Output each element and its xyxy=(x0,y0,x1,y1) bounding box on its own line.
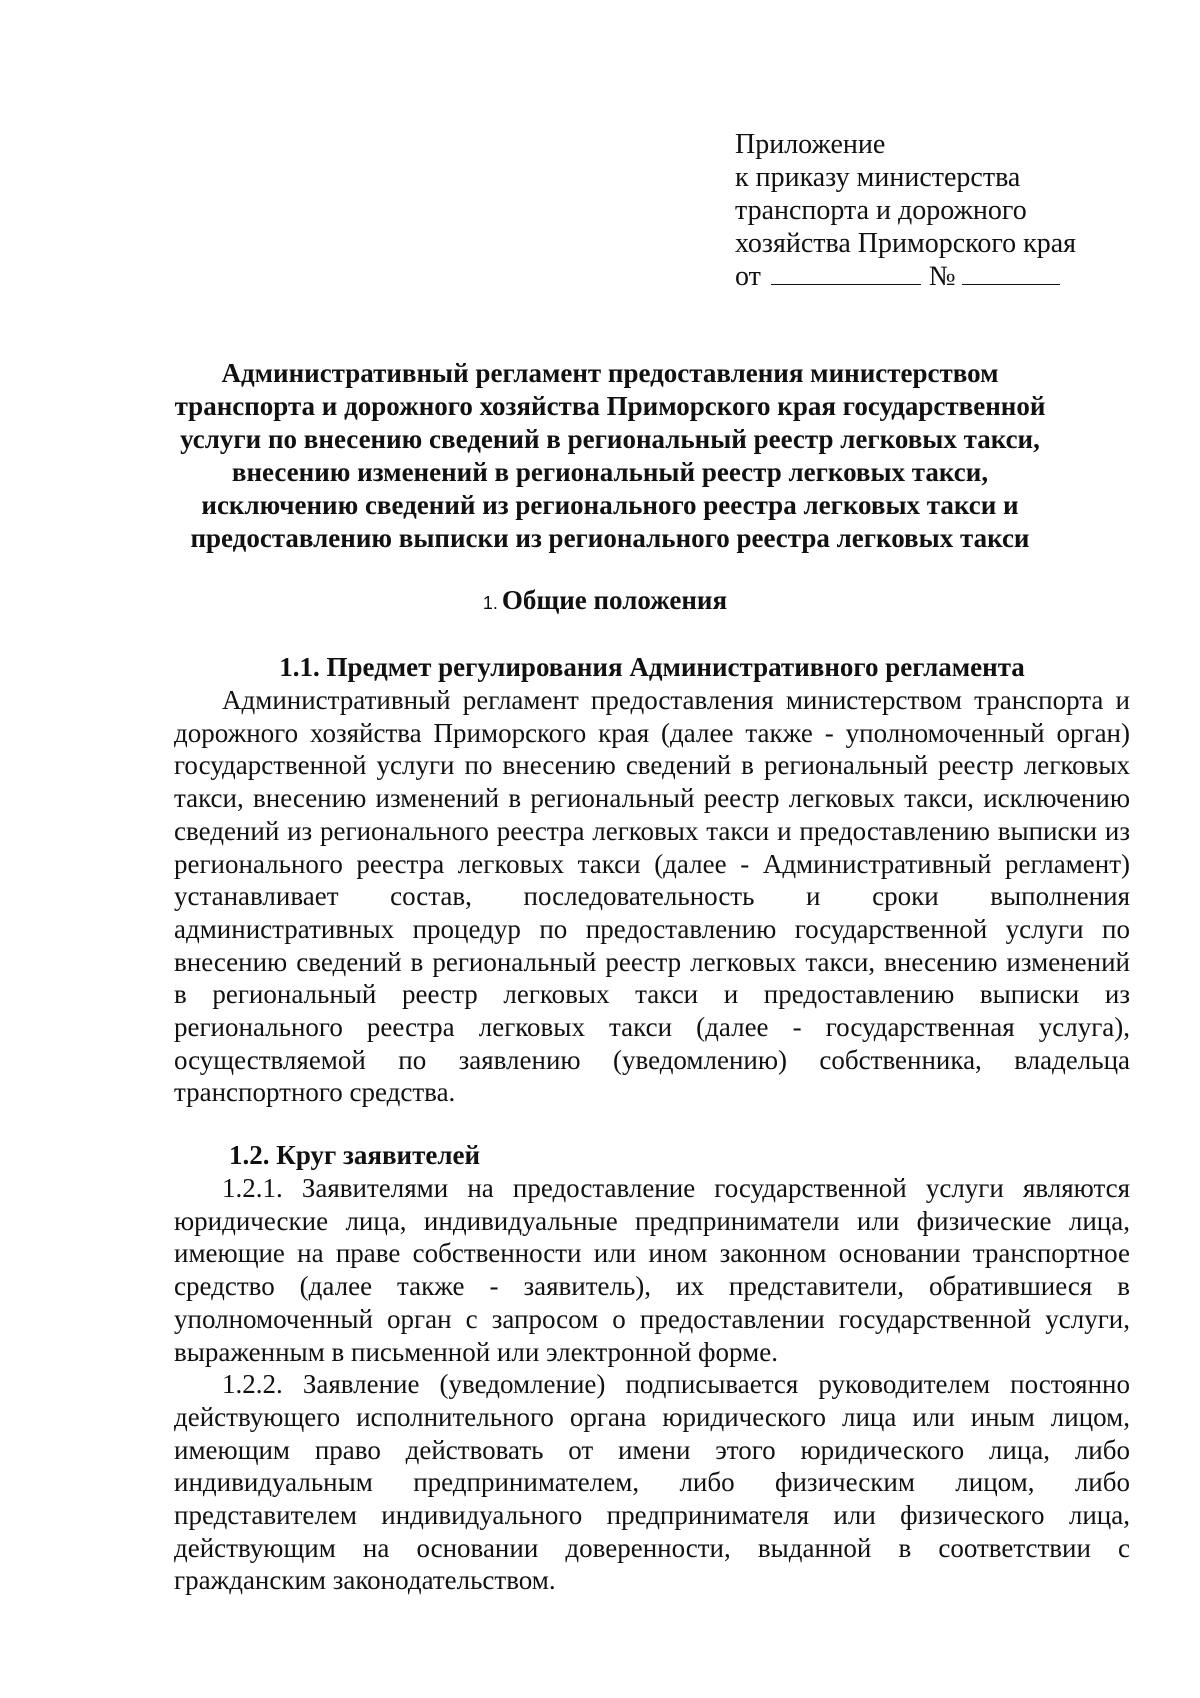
appendix-number-sign: № xyxy=(928,261,956,292)
subsection-1-2-paragraph-2: 1.2.2. Заявление (уведомление) подписывается руководителем постоянно действующего исполнительного органа юридического лица или иным лицом, имеющим право действовать от имени этого юридического лица, либо индивидуальным предпринимателем, либо физическим лицом, либо представителем индивидуального предпринимателя или физического лица, действующим на основании доверенности, выданной в соответствии с гражданским законодательством. xyxy=(174,1369,1130,1596)
document-title: Административный регламент предоставления министерством транспорта и дорожного хозяйства Приморского края государственной услуги по внесению сведений в региональный реестр легковых такси, внесению изменений в региональный реестр легковых такси, исключению сведений из регионального реестра легковых такси и предоставлению выписки из регионального реестра легковых такси xyxy=(174,358,1046,553)
section-1-number: 1. xyxy=(482,593,498,613)
appendix-block xyxy=(735,128,1135,293)
subsection-1-2-heading: 1.2. Круг заявителей xyxy=(229,1140,481,1170)
subsection-1-2 xyxy=(174,1139,1130,1597)
subsection-1-1-paragraph: Административный регламент предоставления министерством транспорта и дорожного хозяйства Приморского края (далее также - уполномоченный орган) государственной услуги по внесению сведений в региональный реестр легковых такси, внесению изменений в региональный реестр легковых такси, исключению сведений из регионального реестра легковых такси и предоставлению выписки из регионального реестра легковых такси (далее - Административный регламент) устанавливает состав, последовательность и сроки выполнения административных процедур по предоставлению государственной услуги по внесению сведений в региональный реестр легковых такси, внесению изменений в региональный реестр легковых такси и предоставлению выписки из регионального реестра легковых такси (далее - государственная услуга), осуществляемой по заявлению (уведомлению) собственника, владельца транспортного средства. xyxy=(174,685,1130,1108)
appendix-date-number-line xyxy=(735,260,1135,293)
appendix-from-label: от xyxy=(735,261,761,292)
order-date-blank xyxy=(771,260,921,285)
section-1-heading xyxy=(0,584,1200,620)
subsection-1-1 xyxy=(174,651,1130,1109)
appendix-line-3: транспорта и дорожного xyxy=(735,195,1027,226)
section-1-title: Общие положения xyxy=(501,585,728,615)
order-number-blank xyxy=(962,260,1060,285)
subsection-1-2-paragraph-1: 1.2.1. Заявителями на предоставление государственной услуги являются юридические лица, индивидуальные предприниматели или физические лица, имеющие на праве собственности или ином законном основании транспортное средство (далее также - заявитель), их представители, обратившиеся в уполномоченный орган с запросом о предоставлении государственной услуги, выраженным в письменной или электронной форме. xyxy=(174,1173,1130,1367)
appendix-line-2: к приказу министерства xyxy=(735,162,1021,193)
appendix-line-4: хозяйства Приморского края xyxy=(735,228,1077,259)
appendix-line-1: Приложение xyxy=(735,129,886,160)
subsection-1-1-heading: 1.1. Предмет регулирования Административного регламента xyxy=(279,652,1025,682)
